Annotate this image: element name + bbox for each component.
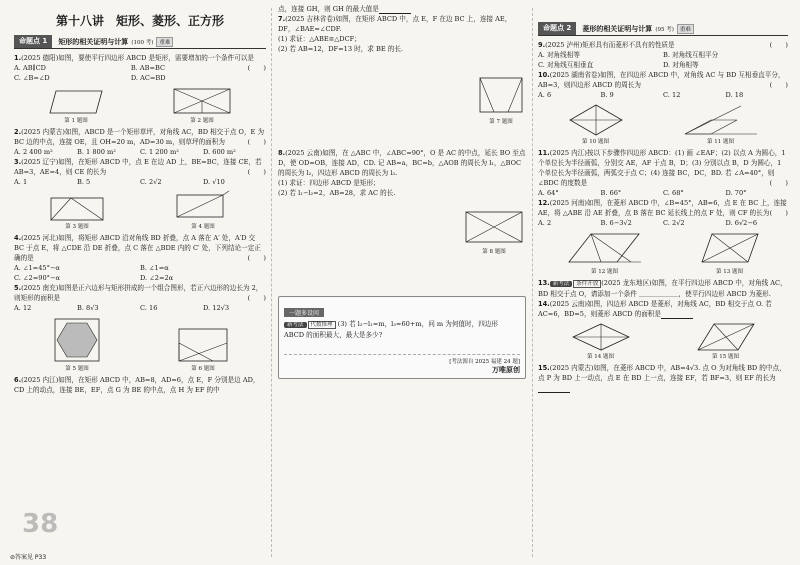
figure-2: 第 2 题图 — [170, 85, 234, 125]
question-1: 1.(2025 德阳)如图，要使平行四边形 ABCD 是矩形，需要增加的一个条件可以是 ( ) — [14, 54, 266, 72]
difficulty-badge: 重难 — [156, 37, 173, 47]
multi-question-box — [278, 296, 526, 379]
section-count: (100 考) — [131, 39, 154, 46]
answer-reference[interactable]: ⊘答案见 P33 — [10, 554, 47, 561]
figure-12: 第 12 题图 — [565, 230, 645, 276]
figure-15: 第 15 题图 — [694, 321, 758, 361]
options-4: A. ∠1=45°−α B. ∠1=α C. ∠2=90°−α D. ∠2=2α — [14, 264, 174, 282]
question-8-part-2: (2) 若 l₁−l₂=2，AB=28，求 AC 的长. — [278, 189, 396, 197]
question-6: 6.(2025 内江)如图，在矩形 ABCD 中，AB=8，AD=6，点 E，F 分别是边 AD，CD 上的动点，连接 BE，EF，点 G 为 BE 的中点，点 H 为 EF 的中 — [14, 376, 260, 394]
figures-10-11 — [538, 102, 788, 146]
question-3: 3.(2025 辽宁)如图，在矩形 ABCD 中，点 E 在边 AD 上，BE=BC，连接 CE，若 AB=3，AE=4，则 CE 的长为 ( ) — [14, 158, 266, 176]
question-7-part-1: (1) 求证：△ABE≌△DCF； — [278, 35, 361, 43]
figure-7: 第 7 题图 — [476, 74, 526, 126]
question-13: 13. 新考法 条件开放 (2025 龙东地区)如图，在平行四边形 ABCD 中，对角线 AC，BD 相交于点 O，请添加一个条件 ＿＿＿＿＿＿，使平行四边形 ABCD 为菱形. — [538, 279, 787, 298]
question-10: 10.(2025 湖南省卷)如图，在四边形 ABCD 中，对角线 AC 与 BD 互相垂直平分，AB=3，则四边形 ABCD 的周长为 ( ) — [538, 71, 788, 89]
options-1: A. AB∥CD B. AB=BC C. ∠B=∠D D. AC=BD — [14, 64, 166, 82]
section-header-2 — [538, 22, 788, 36]
figure-6: 第 6 题图 — [173, 325, 233, 373]
question-8: 8.(2025 云南)如图，在 △ABC 中，∠ABC=90°，O 是 AC 的中点，延长 BO 至点 D，使 OD=OB，连接 AD，CD. 记 AB=a，BC=b，△AOB 的周长为 l₁，△BOC 的周长为 l₂，四边形 ABCD 的周长为 l₃. — [278, 149, 526, 177]
brand-logo: 万唯原创 — [492, 366, 520, 374]
options-9: A. 对角线相等 B. 对角线互相平分 C. 对角线互相垂直 D. 对角相等 — [538, 51, 719, 69]
section-count: (95 考) — [655, 26, 674, 33]
topic-badge: 代数推理 — [308, 321, 336, 329]
figures-12-13 — [538, 230, 788, 276]
question-14: 14.(2025 云南)如图，四边形 ABCD 是菱形，对角线 AC，BD 相交于点 O. 若 AC=6，BD=5，则菱形 ABCD 的面积是 — [538, 300, 772, 318]
figures-14-15 — [538, 321, 788, 361]
section-tag: 命题点 2 — [538, 22, 576, 35]
options-11: A. 64° B. 66° C. 68° D. 70° — [538, 189, 747, 197]
figure-7-wrap — [278, 74, 526, 126]
section-title: 菱形的相关证明与计算 — [582, 24, 653, 33]
question-11: 11.(2025 内江)按以下步骤作四边形 ABCD：(1) 画 ∠EAF；(2) 以点 A 为圆心，1 个单位长为半径画弧，分别交 AE，AF 于点 B，D；(3) 分别以点 B，D 为圆心，1 个单位长为半径画弧，两弧交于点 C；(4) 连接 BC，DC，BD. 若 ∠A=40°，则 ∠BDC 的度数是 ( ) — [538, 149, 788, 187]
figure-1: 第 1 题图 — [46, 87, 106, 125]
box-question: 新考法 代数推理 (3) 若 l₂−l₁=m，l₃=60+m，问 m 为何值时，四边形 ABCD 的面积最大，最大是多少? — [284, 320, 498, 339]
question-5: 5.(2025 南充)如图是正六边形与矩形拼成的一个组合图形，若正六边形的边长为 2，则矩形的面积是 ( ) — [14, 284, 266, 302]
topic-badge: 条件开放 — [573, 280, 601, 288]
new-method-badge: 新考法 — [284, 322, 307, 328]
column-divider — [532, 8, 533, 557]
answer-blank[interactable] — [379, 6, 411, 14]
question-15: 15.(2025 内蒙古)如图，在菱形 ABCD 中，AB=4√3. 点 O 为对角线 BD 的中点，点 P 为 BD 上一动点，点 E 在 BD 上一点，连接 EF，若 BF=3，则 EF 的长为 — [538, 363, 788, 393]
figure-10: 第 10 题图 — [566, 102, 626, 146]
column-left — [14, 4, 266, 395]
question-4: 4.(2025 河北)如图，将矩形 ABCD 沿对角线 BD 折叠，点 A 落在 A′ 处，A′D 交 BC 于点 E，将 △CDE 沿 DE 折叠，点 C 落在 △BDE 内的 C′ 处，下列结论一定正确的是 ( ) — [14, 234, 266, 262]
figures-1-2 — [14, 85, 266, 125]
chapter-title: 第十八讲 矩形、菱形、正方形 — [55, 14, 224, 28]
question-7-part-2: (2) 若 AB=12，DF=13 时，求 BE 的长. — [278, 45, 404, 53]
section-header-1 — [14, 35, 266, 49]
section-title: 矩形的相关证明与计算 — [58, 37, 129, 46]
column-middle — [278, 4, 526, 379]
question-6-continued: 点，连接 GH，则 GH 的最大值是 — [278, 4, 526, 14]
options-3: A. 1 B. 5 C. 2√2 D. √10 — [14, 178, 225, 186]
section-tag: 命题点 1 — [14, 35, 52, 48]
figure-13: 第 13 题图 — [698, 230, 762, 276]
options-5: A. 12 B. 8√3 C. 16 D. 12√3 — [14, 304, 230, 312]
figure-14: 第 14 题图 — [569, 321, 633, 361]
box-header: 一题多设问 — [284, 308, 324, 317]
options-10: A. 6 B. 9 C. 12 D. 18 — [538, 91, 744, 99]
options-2: A. 2 400 m² B. 1 800 m² C. 1 200 m² D. 600 m² — [14, 148, 236, 156]
answer-blank[interactable] — [538, 385, 570, 393]
question-7: 7.(2025 吉林省卷)如图，在矩形 ABCD 中，点 E，F 在边 BC 上，连接 AE，DF，∠BAE=∠CDF. — [278, 15, 512, 33]
column-right — [538, 4, 788, 393]
figure-3: 第 3 题图 — [47, 195, 107, 231]
difficulty-badge: 重难 — [677, 24, 694, 34]
new-method-badge: 新考法 — [550, 281, 573, 287]
figure-5: 第 5 题图 — [47, 315, 107, 373]
question-8-part-1: (1) 求证：四边形 ABCD 是矩形； — [278, 179, 380, 187]
figures-5-6 — [14, 315, 266, 373]
question-9: 9.(2025 泸州)矩形具有而菱形不具有的性质是 ( ) — [538, 41, 788, 49]
column-divider — [271, 8, 272, 557]
question-2: 2.(2025 内蒙古)如图，ABCD 是一个矩形草坪，对角线 AC，BD 相交于点 O，E 为 BC 边的中点，连接 OE，且 OH=20 m，AD=30 m，则草坪的面积为 ( ) — [14, 128, 266, 146]
source-note: [考法源自 2025 福建 24 题] — [284, 354, 520, 365]
options-12: A. 2 B. 6−3√2 C. 2√2 D. 6√2−6 — [538, 219, 758, 227]
figures-3-4 — [14, 189, 266, 231]
answer-blank[interactable] — [661, 311, 693, 319]
page-number: 38 — [22, 509, 59, 539]
figure-4: 第 4 题图 — [173, 189, 233, 231]
figure-8-wrap — [278, 208, 526, 256]
figure-8: 第 8 题图 — [462, 208, 526, 256]
question-12: 12.(2025 河南)如图，在菱形 ABCD 中，∠B=45°，AB=6，点 E 在 BC 上，连接 AE，将 △ABE 沿 AE 折叠，点 B 落在 BC 延长线上的点 F 处，则 CF 的长为 ( ) — [538, 199, 788, 217]
figure-11: 第 11 题图 — [681, 102, 761, 146]
